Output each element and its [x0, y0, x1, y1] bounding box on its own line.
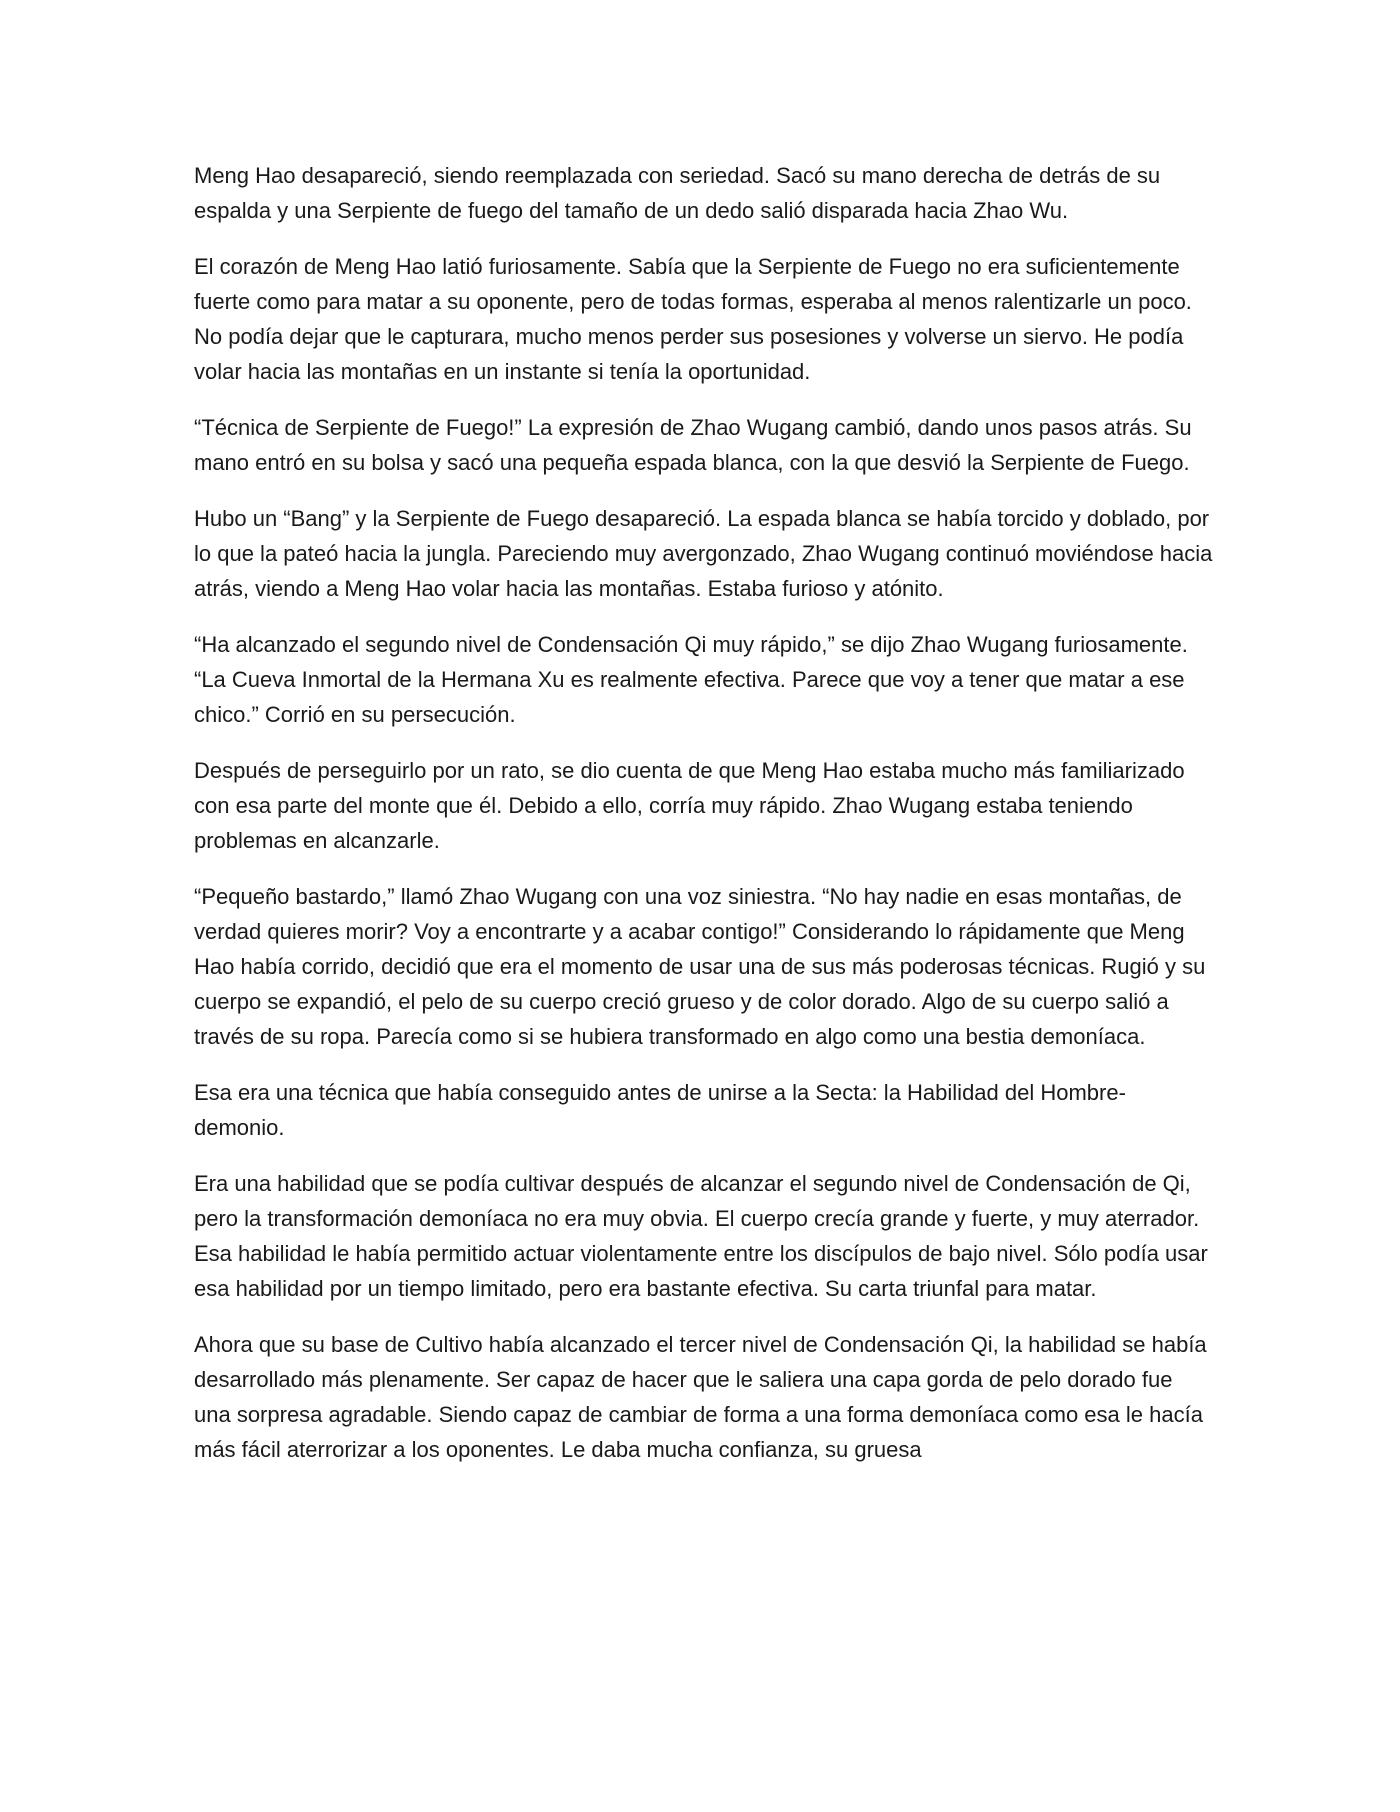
paragraph-3: “Técnica de Serpiente de Fuego!” La expresión de Zhao Wugang cambió, dando unos pasos atrás. Su mano entró en su bolsa y sacó una pequeña espada blanca, con la que desvió la Serpiente de Fuego. [194, 415, 1192, 475]
paragraph-8: Esa era una técnica que había conseguido antes de unirse a la Secta: la Habilidad del Hombre-demonio. [194, 1080, 1126, 1140]
paragraph-1: Meng Hao desapareció, siendo reemplazada con seriedad. Sacó su mano derecha de detrás de su espalda y una Serpiente de fuego del tamaño de un dedo salió disparada hacia Zhao Wu. [194, 163, 1161, 223]
paragraph-4: Hubo un “Bang” y la Serpiente de Fuego desapareció. La espada blanca se había torcido y doblado, por lo que la pateó hacia la jungla. Pareciendo muy avergonzado, Zhao Wugang continuó moviéndose hacia atrás, viendo a Meng Hao volar hacia las montañas. Estaba furioso y atónito. [194, 506, 1213, 601]
paragraph-6: Después de perseguirlo por un rato, se dio cuenta de que Meng Hao estaba mucho más familiarizado con esa parte del monte que él. Debido a ello, corría muy rápido. Zhao Wugang estaba teniendo problemas en alcanzarle. [194, 758, 1185, 853]
document-body [194, 158, 1214, 1488]
paragraph-9: Era una habilidad que se podía cultivar después de alcanzar el segundo nivel de Condensación de Qi, pero la transformación demoníaca no era muy obvia. El cuerpo crecía grande y fuerte, y muy aterrador. Esa habilidad le había permitido actuar violentamente entre los discípulos de bajo nivel. Sólo podía usar esa habilidad por un tiempo limitado, pero era bastante efectiva. Su carta triunfal para matar. [194, 1171, 1208, 1301]
paragraph-2: El corazón de Meng Hao latió furiosamente. Sabía que la Serpiente de Fuego no era suficientemente fuerte como para matar a su oponente, pero de todas formas, esperaba al menos ralentizarle un poco. No podía dejar que le capturara, mucho menos perder sus posesiones y volverse un siervo. He podía volar hacia las montañas en un instante si tenía la oportunidad. [194, 254, 1192, 384]
paragraph-10: Ahora que su base de Cultivo había alcanzado el tercer nivel de Condensación Qi, la habilidad se había desarrollado más plenamente. Ser capaz de hacer que le saliera una capa gorda de pelo dorado fue una sorpresa agradable. Siendo capaz de cambiar de forma a una forma demoníaca como esa le hacía más fácil aterrorizar a los oponentes. Le daba mucha confianza, su gruesa [194, 1332, 1207, 1462]
paragraph-5: “Ha alcanzado el segundo nivel de Condensación Qi muy rápido,” se dijo Zhao Wugang furiosamente. “La Cueva Inmortal de la Hermana Xu es realmente efectiva. Parece que voy a tener que matar a ese chico.” Corrió en su persecución. [194, 632, 1188, 727]
paragraph-7: “Pequeño bastardo,” llamó Zhao Wugang con una voz siniestra. “No hay nadie en esas montañas, de verdad quieres morir? Voy a encontrarte y a acabar contigo!” Considerando lo rápidamente que Meng Hao había corrido, decidió que era el momento de usar una de sus más poderosas técnicas. Rugió y su cuerpo se expandió, el pelo de su cuerpo creció grueso y de color dorado. Algo de su cuerpo salió a través de su ropa. Parecía como si se hubiera transformado en algo como una bestia demoníaca. [194, 884, 1206, 1049]
